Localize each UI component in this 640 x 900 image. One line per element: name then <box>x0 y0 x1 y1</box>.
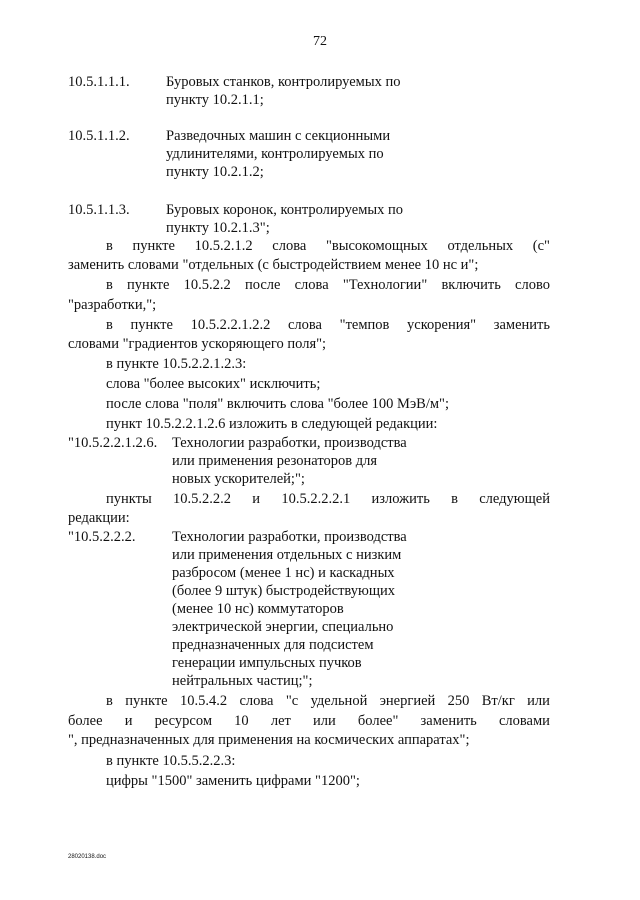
item-number: 10.5.1.1.2. <box>68 128 130 144</box>
word: Вт/кг <box>481 693 515 709</box>
quoted-item-line: электрической энергии, специально <box>172 619 394 635</box>
paragraph-line-justified <box>106 692 550 710</box>
word: или <box>527 693 550 709</box>
paragraph-line-justified <box>106 276 550 294</box>
word: слова <box>272 238 307 254</box>
quoted-item-line: нейтральных частиц;"; <box>172 673 313 689</box>
item-number: 10.5.1.1.3. <box>68 202 130 218</box>
item-text-line: пункту 10.2.1.3"; <box>166 220 270 236</box>
word: пункте <box>125 693 168 709</box>
quoted-item-line: разбросом (менее 1 нс) и каскадных <box>172 565 395 581</box>
word: после <box>244 277 281 293</box>
quoted-item-number: "10.5.2.2.1.2.6. <box>68 435 158 451</box>
paragraph-line: "разработки,"; <box>68 297 157 313</box>
paragraph-line: в пункте 10.5.5.2.2.3: <box>106 753 236 769</box>
quoted-item-line: Технологии разработки, производства <box>172 529 407 545</box>
word: ускорения" <box>407 317 477 333</box>
item-text-line: пункту 10.2.1.2; <box>166 164 264 180</box>
word: пункте <box>127 277 170 293</box>
quoted-item-line: (более 9 штук) быстродействующих <box>172 583 396 599</box>
word: 10.5.4.2 <box>179 693 228 709</box>
word: 250 <box>447 693 470 709</box>
word: слова <box>287 317 322 333</box>
paragraph-line: слова "более высоких" исключить; <box>106 376 321 392</box>
word: пункты <box>106 491 152 507</box>
word: более" <box>357 713 399 729</box>
quoted-item-line: (менее 10 нс) коммутаторов <box>172 601 344 617</box>
item-text-line: удлинителями, контролируемых по <box>166 146 384 162</box>
word: в <box>106 238 113 254</box>
paragraph-line-justified <box>106 237 550 255</box>
word: (с" <box>532 238 550 254</box>
word: следующей <box>479 491 550 507</box>
word: и <box>252 491 261 507</box>
word: в <box>451 491 458 507</box>
footer-file-reference: 28020138.doc <box>68 854 107 860</box>
word: более <box>68 713 103 729</box>
word: заменить <box>420 713 477 729</box>
paragraph-line: пункт 10.5.2.2.1.2.6 изложить в следующей редакции: <box>106 416 438 432</box>
word: слова <box>239 693 274 709</box>
word: слова <box>294 277 329 293</box>
word: и <box>124 713 133 729</box>
word: "высокомощных <box>325 238 428 254</box>
quoted-item-line: или применения резонаторов для <box>172 453 377 469</box>
word: слово <box>515 277 550 293</box>
word: изложить <box>371 491 430 507</box>
quoted-item-line: Технологии разработки, производства <box>172 435 407 451</box>
word: 10.5.2.1.2 <box>194 238 253 254</box>
word: "с <box>285 693 299 709</box>
word: 10 <box>234 713 249 729</box>
paragraph-line-justified <box>68 712 550 730</box>
word: в <box>106 317 113 333</box>
paragraph-line: в пункте 10.5.2.2.1.2.3: <box>106 356 247 372</box>
page-number: 72 <box>313 34 327 49</box>
paragraph-line-justified <box>106 490 550 508</box>
quoted-item-line: новых ускорителей;"; <box>172 471 305 487</box>
word: словами <box>498 713 550 729</box>
item-text-line: Буровых станков, контролируемых по <box>166 74 401 90</box>
word: заменить <box>493 317 550 333</box>
paragraph-line: цифры "1500" заменить цифрами "1200"; <box>106 773 360 789</box>
word: 10.5.2.2.2.1 <box>281 491 351 507</box>
word: отдельных <box>447 238 514 254</box>
item-text-line: Буровых коронок, контролируемых по <box>166 202 404 218</box>
word: 10.5.2.2.2 <box>172 491 231 507</box>
quoted-item-line: или применения отдельных с низким <box>172 547 402 563</box>
quoted-item-line: предназначенных для подсистем <box>172 637 374 653</box>
quoted-item-line: генерации импульсных пучков <box>172 655 362 671</box>
word: энергией <box>379 693 436 709</box>
word: пункте <box>130 317 173 333</box>
word: 10.5.2.2.1.2.2 <box>190 317 271 333</box>
word: в <box>106 693 113 709</box>
item-text-line: пункту 10.2.1.1; <box>166 92 264 108</box>
item-number: 10.5.1.1.1. <box>68 74 130 90</box>
item-text-line: Разведочных машин с секционными <box>166 128 391 144</box>
paragraph-line: после слова "поля" включить слова "более 100 МэВ/м"; <box>106 396 450 412</box>
word: удельной <box>310 693 368 709</box>
word: "Технологии" <box>342 277 428 293</box>
word: 10.5.2.2 <box>183 277 231 293</box>
paragraph-line: ", предназначенных для применения на космических аппаратах"; <box>68 732 470 748</box>
paragraph-line-justified <box>106 316 550 334</box>
word: ресурсом <box>154 713 213 729</box>
quoted-item-number: "10.5.2.2.2. <box>68 529 136 545</box>
word: в <box>106 277 113 293</box>
word: лет <box>270 713 291 729</box>
paragraph-line: редакции: <box>68 510 130 526</box>
word: "темпов <box>339 317 390 333</box>
word: или <box>313 713 336 729</box>
word: включить <box>441 277 501 293</box>
word: пункте <box>132 238 175 254</box>
paragraph-line: заменить словами "отдельных (с быстродействием менее 10 нс и"; <box>68 257 479 273</box>
paragraph-line: словами "градиентов ускоряющего поля"; <box>68 336 327 352</box>
